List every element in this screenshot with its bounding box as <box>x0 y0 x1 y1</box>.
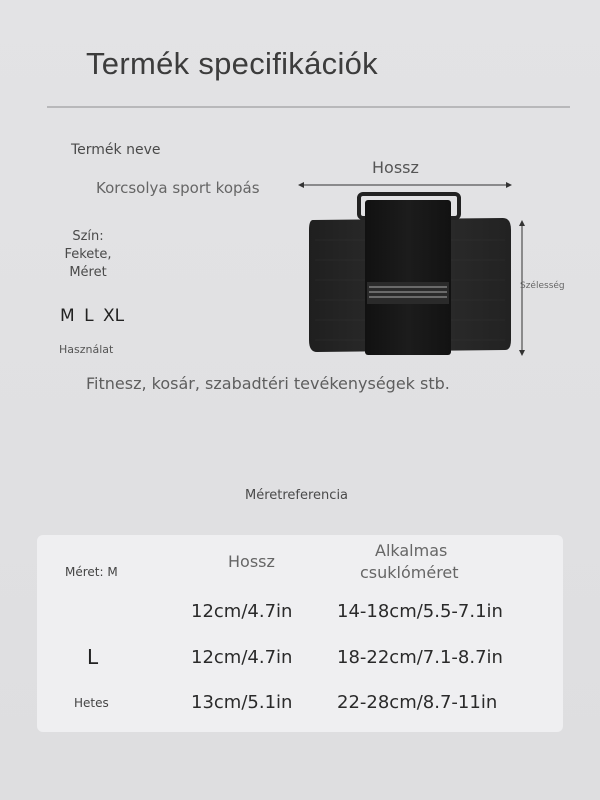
size-table-header-length: Hossz <box>228 552 275 571</box>
product-name-value: Korcsolya sport kopás <box>96 179 260 197</box>
title-divider <box>47 106 570 108</box>
product-name-label: Termék neve <box>71 142 161 158</box>
length-dimension-label: Hossz <box>372 158 419 177</box>
table-row-label: L <box>87 645 99 669</box>
size-table-header-fit <box>360 540 480 584</box>
table-cell-length: 12cm/4.7in <box>191 601 293 622</box>
color-value: Fekete, <box>64 247 112 262</box>
page-title: Termék specifikációk <box>86 46 378 81</box>
wrist-wrap-image <box>305 190 515 360</box>
width-dimension-label: Szélesség <box>520 281 565 291</box>
fit-header-line1: Alkalmas <box>375 541 448 560</box>
size-label: Méret <box>69 265 107 280</box>
table-cell-fit: 22-28cm/8.7-11in <box>337 692 498 713</box>
table-cell-fit: 18-22cm/7.1-8.7in <box>337 647 503 668</box>
table-row-label: Hetes <box>74 696 109 710</box>
table-cell-length: 13cm/5.1in <box>191 692 293 713</box>
usage-label: Használat <box>59 343 114 356</box>
color-size-label <box>58 228 118 282</box>
table-cell-length: 12cm/4.7in <box>191 647 293 668</box>
size-options: M L XL <box>60 306 125 326</box>
color-label: Szín: <box>72 229 104 244</box>
table-cell-fit: 14-18cm/5.5-7.1in <box>337 601 503 622</box>
size-reference-title: Méretreferencia <box>245 488 349 503</box>
usage-value: Fitnesz, kosár, szabadtéri tevékenységek stb. <box>86 374 450 393</box>
size-table-row-header: Méret: M <box>65 565 118 579</box>
fit-header-line2: csuklóméret <box>360 563 459 582</box>
